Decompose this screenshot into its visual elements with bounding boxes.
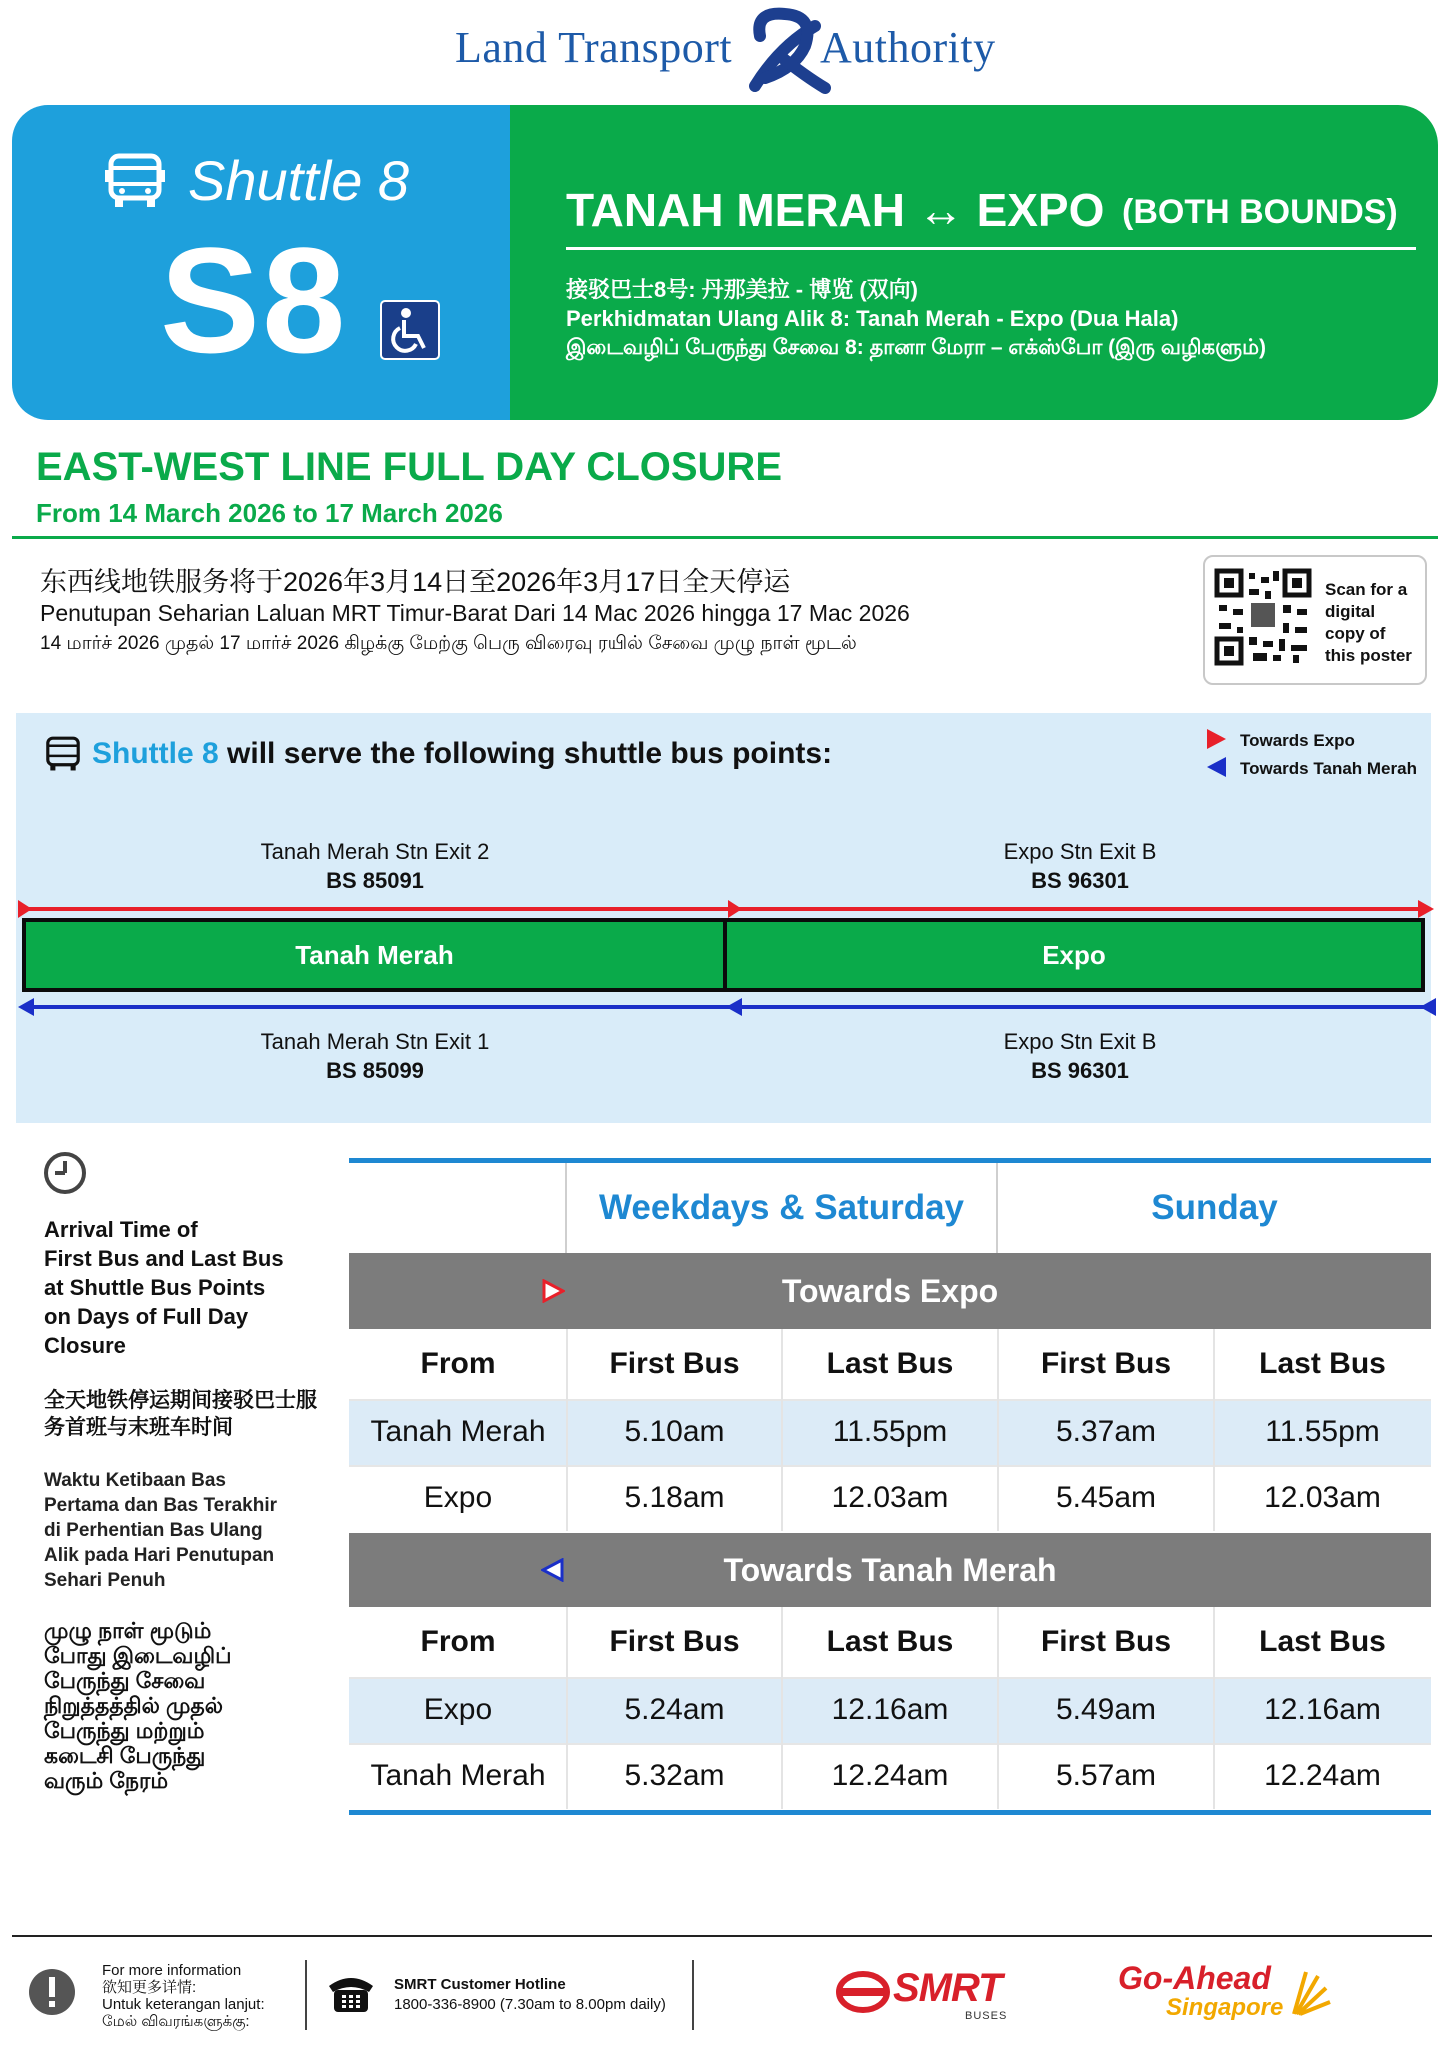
clock-icon [42, 1150, 88, 1196]
qr-box[interactable] [1203, 555, 1427, 685]
towards-tanah-merah-arrow-icon [1205, 756, 1227, 778]
wheelchair-accessible-icon [380, 300, 440, 360]
tm-header-2: Last Bus [826, 1625, 954, 1658]
expo-row-1-col-1: 5.18am [624, 1481, 725, 1514]
expo-row-1-col-4: 12.03am [1264, 1481, 1381, 1514]
sidebar-en: Arrival Time of First Bus and Last Bus at Shuttle Bus Points on Days of Full Day Closure [44, 1217, 284, 1358]
qr-code-icon[interactable] [1213, 567, 1313, 667]
expo-row-0-col-3: 5.37am [1055, 1415, 1157, 1448]
tm-row-0-col-4: 12.16am [1264, 1693, 1381, 1726]
legend-towards-tanah-merah: Towards Tanah Merah [1240, 759, 1417, 778]
towards-tanah-merah-arrow-icon [541, 1558, 565, 1582]
bus-icon [105, 152, 165, 210]
banner-divider [566, 247, 1416, 250]
towards-tanah-merah-arrow-icon [18, 998, 34, 1016]
lta-logo-left-text: Land Transport [455, 23, 733, 72]
shuttle-code: S8 [160, 216, 348, 384]
segment-tanah-merah: Tanah Merah [22, 918, 727, 992]
smrt-emblem-icon [835, 1970, 891, 2014]
hotline-number[interactable]: 1800-336-8900 (7.30am to 8.00pm daily) [394, 1996, 666, 2013]
route-sub-ta: இடைவழிப் பேருந்து சேவை 8: தானா மேரா – எக்ஸ்போ (இரு வழிகளும்) [566, 336, 1267, 359]
tm-header-4: Last Bus [1259, 1625, 1386, 1658]
expo-row-0-col-4: 11.55pm [1265, 1415, 1380, 1448]
route-bounds: (BOTH BOUNDS) [1122, 193, 1398, 231]
segment-expo: Expo [723, 918, 1425, 992]
expo-row-1-col-0: Expo [423, 1481, 493, 1514]
info-alert-icon [28, 1968, 76, 2016]
telephone-icon [326, 1972, 376, 2014]
tm-header-1: First Bus [609, 1625, 740, 1658]
closure-ms: Penutupan Seharian Laluan MRT Timur-Barat Dari 14 Mac 2026 hingga 17 Mac 2026 [40, 600, 910, 626]
smrt-logo: SMRT BUSES [835, 1966, 1025, 2026]
points-heading-highlight: Shuttle 8 [92, 737, 219, 770]
points-heading-rest: will serve the following shuttle bus points: [218, 737, 833, 770]
section-towards-expo: Towards Expo [349, 1253, 1431, 1329]
closure-divider [12, 536, 1438, 539]
section-towards-tanah-merah: Towards Tanah Merah [349, 1533, 1431, 1607]
go-ahead-logo: Go-Ahead Singapore [1118, 1960, 1338, 2030]
hotline-title: SMRT Customer Hotline [394, 1976, 566, 1993]
expo-header-4: Last Bus [1259, 1347, 1386, 1380]
lta-logo-right-text: Authority [820, 23, 996, 72]
stop-top-right: Expo Stn Exit B BS 96301 [1003, 839, 1157, 893]
col-weekdays-saturday: Weekdays & Saturday [598, 1188, 965, 1227]
towards-expo-arrow-icon [1418, 900, 1434, 918]
closure-dates: From 14 March 2026 to 17 March 2026 [36, 498, 503, 528]
tm-row-0-col-0: Expo [423, 1693, 493, 1726]
lta-logo [0, 0, 1447, 100]
expo-row-1-col-3: 5.45am [1055, 1481, 1157, 1514]
towards-expo-arrow-icon [728, 900, 742, 918]
tm-row-1-col-0: Tanah Merah [370, 1759, 546, 1792]
closure-title: EAST-WEST LINE FULL DAY CLOSURE [36, 445, 782, 489]
towards-tanah-merah-arrow-icon [726, 998, 742, 1016]
footer-divider [12, 1935, 1432, 1937]
legend-towards-expo: Towards Expo [1240, 731, 1355, 750]
closure-cn: 东西线地铁服务将于2026年3月14日至2026年3月17日全天停运 [40, 567, 791, 597]
expo-row-0-col-2: 11.55pm [832, 1415, 948, 1448]
tm-row-1-col-4: 12.24am [1264, 1759, 1381, 1792]
go-ahead-fan-icon [1286, 1968, 1332, 2018]
shuttle-name: Shuttle 8 [188, 149, 410, 212]
route-sub-ms: Perkhidmatan Ulang Alik 8: Tanah Merah - Expo (Dua Hala) [566, 306, 1179, 331]
footer-info: For more information 欲知更多详情: Untuk keterangan lanjut: மேல் விவரங்களுக்கு: [102, 1962, 265, 2030]
sidebar-cn: 全天地铁停运期间接驳巴士服 务首班与末班车时间 [44, 1389, 317, 1439]
points-heading [92, 737, 832, 771]
tm-row-1-col-1: 5.32am [624, 1759, 725, 1792]
stop-top-left: Tanah Merah Stn Exit 2 BS 85091 [260, 839, 490, 893]
sidebar-ms: Waktu Ketibaan Bas Pertama dan Bas Terakhir di Perhentian Bas Ulang Alik pada Hari Penutupan Sehari Penuh [44, 1470, 278, 1591]
tm-header-0: From [420, 1625, 496, 1658]
tm-row-1-col-3: 5.57am [1055, 1759, 1157, 1792]
route-banner [500, 105, 1438, 420]
tm-row-1-col-2: 12.24am [831, 1759, 949, 1792]
tm-row-0-col-2: 12.16am [831, 1693, 949, 1726]
bus-icon [44, 735, 82, 773]
stop-bottom-right: Expo Stn Exit B BS 96301 [1003, 1029, 1157, 1083]
tm-row-0-col-3: 5.49am [1055, 1693, 1157, 1726]
expo-header-2: Last Bus [826, 1347, 954, 1380]
towards-expo-arrow-icon [18, 900, 32, 918]
route-sub-cn: 接驳巴士8号: 丹那美拉 - 博览 (双向) [566, 277, 918, 302]
tm-header-3: First Bus [1040, 1625, 1172, 1658]
towards-tanah-merah-arrow-icon [1420, 998, 1436, 1016]
stop-bottom-left: Tanah Merah Stn Exit 1 BS 85099 [260, 1029, 490, 1083]
closure-ta: 14 மார்ச் 2026 முதல் 17 மார்ச் 2026 கிழக்கு மேற்கு பெரு விரைவு ரயில் சேவை முழு நாள் மூடல் [40, 633, 857, 654]
expo-row-0-col-1: 5.10am [624, 1415, 725, 1448]
towards-expo-arrow-icon [1205, 728, 1227, 750]
expo-header-3: First Bus [1040, 1347, 1172, 1380]
expo-row-1-col-2: 12.03am [831, 1481, 949, 1514]
expo-header-0: From [420, 1347, 496, 1380]
qr-caption: Scan for a digital copy of this poster [1325, 580, 1412, 665]
tm-row-0-col-1: 5.24am [624, 1693, 725, 1726]
towards-expo-arrow-icon [541, 1279, 565, 1303]
expo-row-0-col-0: Tanah Merah [370, 1415, 546, 1448]
route-title: TANAH MERAH ↔ EXPO [566, 184, 1105, 236]
col-sunday: Sunday [1151, 1188, 1278, 1227]
sidebar-ta: முழு நாள் மூடும் போது இடைவழிப் பேருந்து சேவை நிறுத்தத்தில் முதல் பேருந்து மற்றும் கடைசி பேருந்து வரும் நேரம் [44, 1618, 232, 1793]
expo-header-1: First Bus [609, 1347, 740, 1380]
